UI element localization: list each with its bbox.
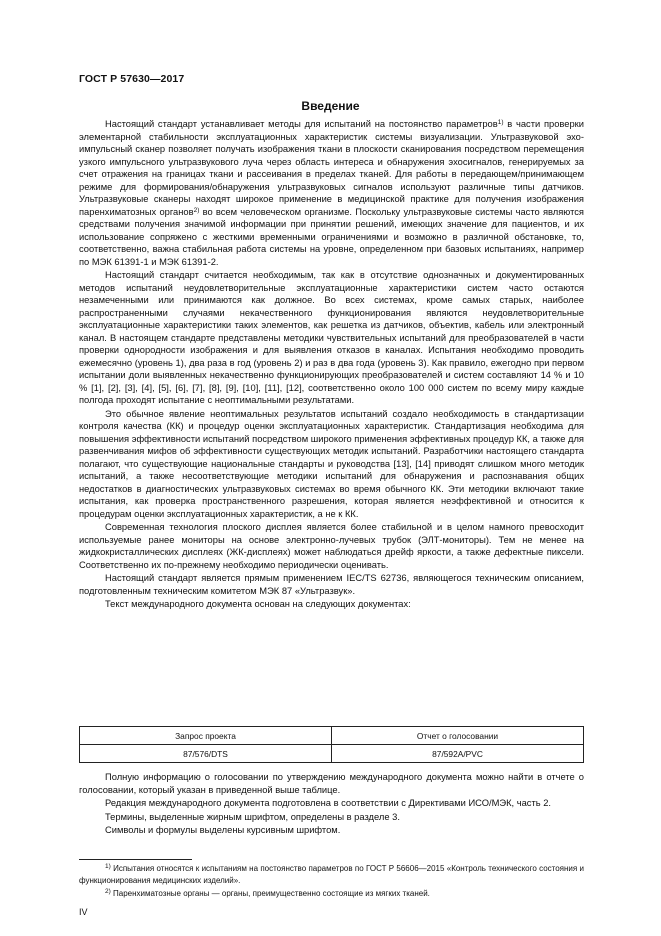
footnote-mark-1: 1) xyxy=(105,863,111,870)
document-id-header: ГОСТ Р 57630—2017 xyxy=(79,73,185,85)
paragraph-1 xyxy=(79,118,584,268)
table-header-row xyxy=(80,727,584,745)
paragraph-2: Настоящий стандарт считается необходимым, так как в отсутствие однозначных и документированных методов испытаний неудовлетворительные эксплуатационные характеристики систем часто остаются незамеченными или принимаются как должное. Во всех системах, кроме самых старых, наиболее распространенными случаями некачественного функционирования являются неудовлетворительные эксплуатационные характеристики таких элементов, как решетка из датчиков, объектив, кабель или электронный канал. В настоящем стандарте представлены методики чувствительных испытаний для преобразователей в части проверки однородности изображения и для выявления отказов в каналах. Испытания необходимо проводить ежемесячно (уровень 1), два раза в год (уровень 2) и раз в два года (уровень 3). Как правило, ежегодно при первом испытании доли выявленных некачественно функционирующих преобразователей и систем составляют 14 % и 10 % [1], [2], [3], [4], [5], [6], [7], [8], [9], [10], [11], [12], соответственно около 100 000 систем по всему миру каждые полгода проходят испытание с неоптимальными результатами. xyxy=(79,270,584,405)
paragraph-3: Это обычное явление неоптимальных результатов испытаний создало необходимость в стандартизации контроля качества (КК) и процедур оценки эксплуатационных характеристик. Стандартизация необходима для повышения эффективности испытаний посредством широкого применения эффективных процедур КК, а также для развенчивания мифов об эффективности существующих методик испытаний. Разработчики настоящего стандарта полагают, что существующие национальные стандарты и руководства [13], [14] приводят слишком много методик испытаний, а также несоответствующие методики испытаний для обнаружения и распознавания общих недостатков в диагностических ультразвуковых системах во время обычного КК. Эти методики включают такие испытания, как проверка пространственного разрешения, которая является неэффективной и относится к процедурам оценки эксплуатационных характеристик, а не к КК. xyxy=(79,408,584,519)
footnote-1-text: Испытания относятся к испытаниям на постоянство параметров по ГОСТ Р 56606—2015 «Контроль технического состояния и функционирования медицинских изделий». xyxy=(79,864,584,885)
paragraph-1-text-c: во всем человеческом организме. Поскольку ультразвуковые системы часто являются средствами получения значимой информации при принятии решений, имеющих значение для пациентов, и их использование сопряжено с жесткими временными ограничениями и возможно в различной обстановке, то, соответственно, важна стабильная работа системы на уровне, определенном при базовых испытаниях, например по МЭК 61391-1 и МЭК 61391-2. xyxy=(79,206,584,267)
paragraph-5: Настоящий стандарт является прямым применением IEC/TS 62736, являющегося техническим описанием, подготовленным техническим комитетом МЭК 87 «Ультразвук». xyxy=(79,573,584,596)
paragraph-1-text-a: Настоящий стандарт устанавливает методы для испытаний на постоянство параметров xyxy=(105,119,498,129)
footnote-divider xyxy=(79,859,192,860)
footnote-ref-1[interactable]: 1) xyxy=(497,119,504,126)
paragraph-4: Современная технология плоского дисплея является более стабильной и в целом намного превосходит используемые ранее мониторы на основе электронно-лучевых трубок (ЭЛТ-мониторы). Тем не менее на жидкокристаллических дисплеях (ЖК-дисплеях) может наблюдаться дрейф яркости, а также дефектные пиксели. Соответственно их по-прежнему необходимо периодически оценивать. xyxy=(79,522,584,570)
table-row xyxy=(80,745,584,763)
footnotes xyxy=(79,863,584,900)
post-table-body xyxy=(79,771,584,837)
footnote-2 xyxy=(79,888,584,900)
introduction-body xyxy=(79,118,584,611)
page-number: IV xyxy=(79,907,88,917)
paragraph-8: Редакция международного документа подготовлена в соответствии с Директивами ИСО/МЭК, часть 2. xyxy=(105,798,551,808)
table-cell: 87/576/DTS xyxy=(80,745,332,763)
table-header-cell: Отчет о голосовании xyxy=(332,727,584,745)
footnote-ref-2[interactable]: 2) xyxy=(193,206,200,214)
voting-documents-table xyxy=(79,726,584,763)
paragraph-7: Полную информацию о голосовании по утверждению международного документа можно найти в отчете о голосовании, который указан в приведенной выше таблице. xyxy=(79,772,584,795)
footnote-1 xyxy=(79,863,584,886)
section-title: Введение xyxy=(301,99,360,113)
paragraph-6: Текст международного документа основан на следующих документах: xyxy=(105,599,411,609)
footnote-mark-2: 2) xyxy=(105,888,111,895)
table-cell: 87/592A/PVC xyxy=(332,745,584,763)
table-header-cell: Запрос проекта xyxy=(80,727,332,745)
paragraph-1-text-b: в части проверки элементарной стабильности эксплуатационных характеристик системы визуализации. Ультразвуковой эхо-импульсный сканер позволяет получать изображения ткани в плоскости сканирования посредством перемещения узкого импульсного ультразвукового луча через область интереса и обнаружения эхосигналов, генерируемых за счет отражения на границах ткани и рассеивания в пределах тканей. Для работы в передающем/принимающем режиме для формирования/обнаружения ультразвуковых сигналов используют различные типы датчиков. Ультразвуковые сканеры находят широкое применение в медицинской практике для получения изображения паренхиматозных органов xyxy=(79,119,584,217)
paragraph-9: Термины, выделенные жирным шрифтом, определены в разделе 3. xyxy=(105,811,400,822)
paragraph-10: Символы и формулы выделены курсивным шрифтом. xyxy=(105,825,341,835)
footnote-2-text: Паренхиматозные органы — органы, преимущественно состоящие из мягких тканей. xyxy=(110,889,430,898)
